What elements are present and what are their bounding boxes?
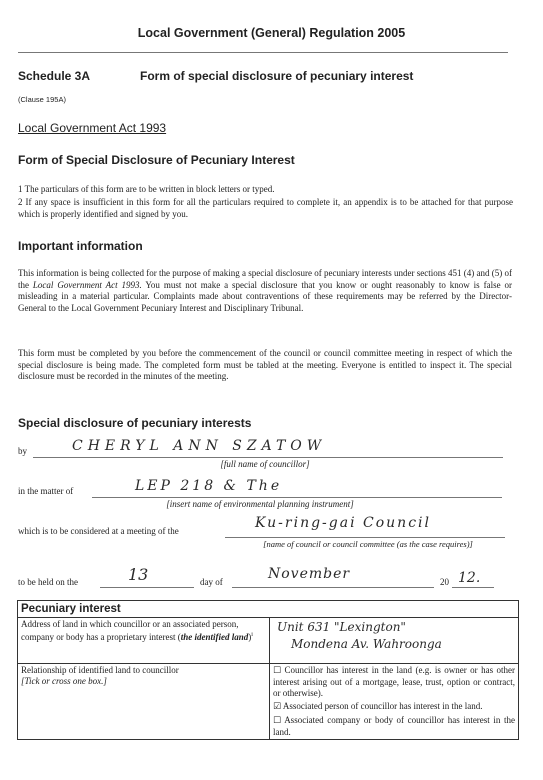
important-paragraph-1 <box>18 268 512 314</box>
meeting-label: which is to be considered at a meeting of the <box>18 526 179 536</box>
land-address-label-em: the identified land <box>180 632 249 642</box>
option-associated-person[interactable] <box>273 701 515 713</box>
important-act-name: Local Government Act 1993. <box>32 279 142 290</box>
important-paragraph-2: This form must be completed by you before the commencement of the council or council committee meeting in respect of which the special disclosure is being made. The completed form must be tabled at the meeting. Everyone is entitled to inspect it. The special disclosure must be recorded in the minutes of the meeting. <box>18 348 512 381</box>
planning-instrument-value[interactable]: LEP 218 & The <box>135 478 283 494</box>
meeting-line <box>225 537 505 538</box>
clause-reference: (Clause 195A) <box>18 95 66 104</box>
month-line <box>232 587 434 588</box>
pecuniary-heading: Pecuniary interest <box>18 601 519 618</box>
relationship-label: Relationship of identified land to councillor <box>21 665 179 675</box>
relationship-options-cell <box>270 664 519 740</box>
instruction-1: 1 The particulars of this form are to be written in block letters or typed. <box>18 184 275 194</box>
meeting-year-value[interactable]: 12. <box>458 570 481 586</box>
relationship-hint: [Tick or cross one box.] <box>21 676 107 686</box>
land-address-label-cell <box>18 618 270 664</box>
land-address-label-end: ) <box>248 632 252 642</box>
meeting-caption: [name of council or council committee (as the case requires)] <box>263 539 473 549</box>
meeting-day-value[interactable]: 13 <box>128 565 149 584</box>
land-address-line-1[interactable]: Unit 631 "Lexington" <box>277 620 406 634</box>
matter-caption: [insert name of environmental planning instrument] <box>166 499 354 509</box>
by-line <box>33 457 503 458</box>
land-address-label: Address of land in which councillor or an associated person, company or body has a proprietary interest ( <box>21 619 239 642</box>
by-caption: [full name of councillor] <box>220 459 310 469</box>
act-link[interactable]: Local Government Act 1993 <box>18 121 167 135</box>
option-associated-company[interactable] <box>273 715 515 738</box>
header-divider <box>18 52 508 53</box>
matter-label: in the matter of <box>18 486 74 496</box>
option-label: Associated person of councillor has interest in the land. <box>282 701 483 711</box>
land-address-value-cell[interactable] <box>270 618 519 664</box>
option-label: Councillor has interest in the land (e.g. is owner or has other interest arising out of a mortgage, lease, trust, option or contract, or otherwise). <box>273 665 516 698</box>
option-councillor-interest[interactable] <box>273 665 515 699</box>
councillor-name-value[interactable]: CHERYL ANN SZATOW <box>72 438 327 454</box>
special-heading: Special disclosure of pecuniary interests <box>18 416 252 430</box>
option-checkbox-icon[interactable]: ☐ <box>273 716 282 726</box>
land-address-line-2[interactable]: Mondena Av. Wahroonga <box>291 637 442 651</box>
important-text-b: You must not make a special disclosure that you know or ought reasonably to know is false or misleading in a material particular. Complaints made about contraventions of these requirements may be referred by the Director-General to the Local Government Pecuniary Interest and Disciplinary Tribunal. <box>18 279 512 313</box>
form-title: Form of Special Disclosure of Pecuniary Interest <box>18 153 295 167</box>
year-prefix: 20 <box>440 577 449 587</box>
by-label: by <box>18 446 27 456</box>
matter-line <box>92 497 502 498</box>
pecuniary-interest-table <box>17 600 519 740</box>
page-header-title: Local Government (General) Regulation 2005 <box>137 26 406 40</box>
option-checkbox-checked-icon[interactable]: ☑ <box>273 702 282 712</box>
meeting-month-value[interactable]: November <box>268 566 351 582</box>
important-text-a: This information is being collected for the purpose of making a special disclosure of pecuniary interests under sections 451 (4) and (5) of the <box>18 268 512 290</box>
schedule-label: Schedule 3A <box>18 69 91 83</box>
option-checkbox-icon[interactable]: ☐ <box>273 666 282 676</box>
held-label: to be held on the <box>18 577 78 587</box>
important-heading: Important information <box>18 239 143 253</box>
instruction-2: 2 If any space is insufficient in this form for all the particulars required to complete it, an appendix is to be attached for that purpose which is properly identified and signed by you. <box>18 197 513 219</box>
land-address-footnote: i <box>251 632 253 638</box>
relationship-label-cell <box>18 664 270 740</box>
year-line <box>452 587 494 588</box>
day-line <box>100 587 194 588</box>
council-name-value[interactable]: Ku-ring-gai Council <box>255 515 431 531</box>
schedule-heading: Form of special disclosure of pecuniary interest <box>140 69 414 83</box>
day-of-label: day of <box>200 577 223 587</box>
option-label: Associated company or body of councillor has interest in the land. <box>273 715 515 737</box>
